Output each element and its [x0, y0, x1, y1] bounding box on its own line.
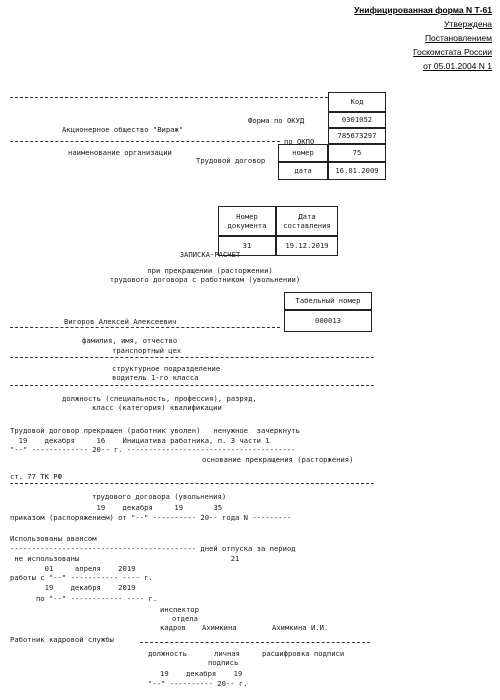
vacation-advance-label: Использованы авансом — [10, 534, 97, 543]
period-start-values: 01 апреля 2019 — [10, 564, 136, 573]
caption-position: должность — [148, 649, 187, 658]
employee-name: Вигоров Алексей Алексеевич — [64, 317, 177, 326]
position-underline — [10, 385, 374, 386]
doc-date-header: Дата составления — [276, 206, 338, 236]
caption-decode: расшифровка подписи — [262, 649, 345, 658]
form-header — [354, 3, 492, 73]
signer-role: кадров — [160, 623, 186, 632]
doc-title: ЗАПИСКА-РАСЧЕТ — [179, 250, 241, 259]
form-header-line: Госкомстата России — [413, 47, 492, 57]
order-values: 19 декабря 19 35 — [10, 503, 223, 512]
contract-terminated-line: Трудовой договор прекращен (работник уволен) ненужное зачеркнуть — [10, 426, 300, 435]
article-underline — [10, 483, 374, 484]
okud-label: Форма по ОКУД — [248, 116, 305, 125]
signature-underline — [140, 642, 370, 643]
period-end-line: по "--" ------------ ---- г. — [10, 594, 158, 603]
contract-caption: трудового договора (увольнения) — [92, 492, 227, 501]
doc-subtitle: при прекращении (расторжении) — [147, 266, 273, 275]
order-line: приказом (распоряжением) от "--" ---------- 20-- года N --------- — [10, 513, 292, 522]
period-start-line: работы с "--" ----------- ---- г. — [10, 573, 153, 582]
org-name: Акционерное общество "Вираж" — [62, 125, 184, 134]
signer-role: инспектор — [160, 605, 199, 614]
position-caption: класс (категория) квалификации — [92, 403, 222, 412]
signer-signature: Ахимкина — [202, 623, 237, 632]
code-header: Код — [328, 92, 386, 112]
signature-date-values: 19 декабря 19 — [160, 669, 243, 678]
okud-value: 0301052 — [328, 112, 386, 128]
period-end-values: 19 декабря 2019 — [10, 583, 136, 592]
okpo-value: 785673297 — [328, 128, 386, 144]
contract-number-value: 75 — [328, 144, 386, 162]
doc-number-value: 31 — [218, 236, 276, 256]
doc-subtitle: трудового договора с работником (увольнении) — [109, 275, 301, 284]
contract-label: Трудовой договор — [196, 156, 266, 165]
okpo-label: по ОКПО — [284, 137, 315, 146]
tabel-value: 000013 — [284, 310, 372, 332]
basis-caption: основание прекращения (расторжения) — [202, 455, 354, 464]
caption-signature: личная — [214, 649, 240, 658]
top-divider — [10, 97, 328, 98]
form-header-line: от 05.01.2004 N 1 — [423, 61, 492, 71]
number-label: номер — [278, 144, 328, 162]
org-caption: наименование организации — [68, 148, 172, 157]
doc-number-header: Номер документа — [218, 206, 276, 236]
vacation-unused-line: не использованы 21 — [10, 554, 240, 563]
name-underline — [10, 327, 280, 328]
position-caption: должность (специальность, профессия), разряд, — [62, 394, 257, 403]
signature-date-line: "--" ---------- 20-- г. — [148, 679, 248, 688]
termination-values: 19 декабря 16 Инициатива работника, п. 3 части 1 — [10, 436, 270, 445]
labor-code-article: ст. 77 ТК РФ — [10, 472, 62, 481]
termination-date-line: "--" ------------- 20-- г. --------------------------------------- — [10, 445, 296, 454]
position: водитель 1-го класса — [112, 373, 199, 382]
signer-role: отдела — [172, 614, 198, 623]
caption-signature: подпись — [208, 658, 239, 667]
department-underline — [10, 357, 374, 358]
signer-decode: Ахимкина И.И. — [272, 623, 329, 632]
form-header-line: Постановлением — [424, 33, 492, 43]
vacation-days-line: ------------------------------------------- дней отпуска за период — [10, 544, 296, 553]
fio-caption: фамилия, имя, отчество — [82, 336, 178, 345]
form-header-line: Утверждена — [444, 19, 492, 29]
hr-employee-label: Работник кадровой службы — [10, 635, 114, 644]
doc-date-value: 19.12.2019 — [276, 236, 338, 256]
department: транспортный цех — [112, 346, 182, 355]
department-caption: структурное подразделение — [112, 364, 221, 373]
contract-date-value: 16.01.2009 — [328, 162, 386, 180]
org-underline — [10, 141, 280, 142]
tabel-label: Табельный номер — [284, 292, 372, 310]
form-header-line: Унифицированная форма N Т-61 — [354, 5, 492, 15]
date-label: дата — [278, 162, 328, 180]
